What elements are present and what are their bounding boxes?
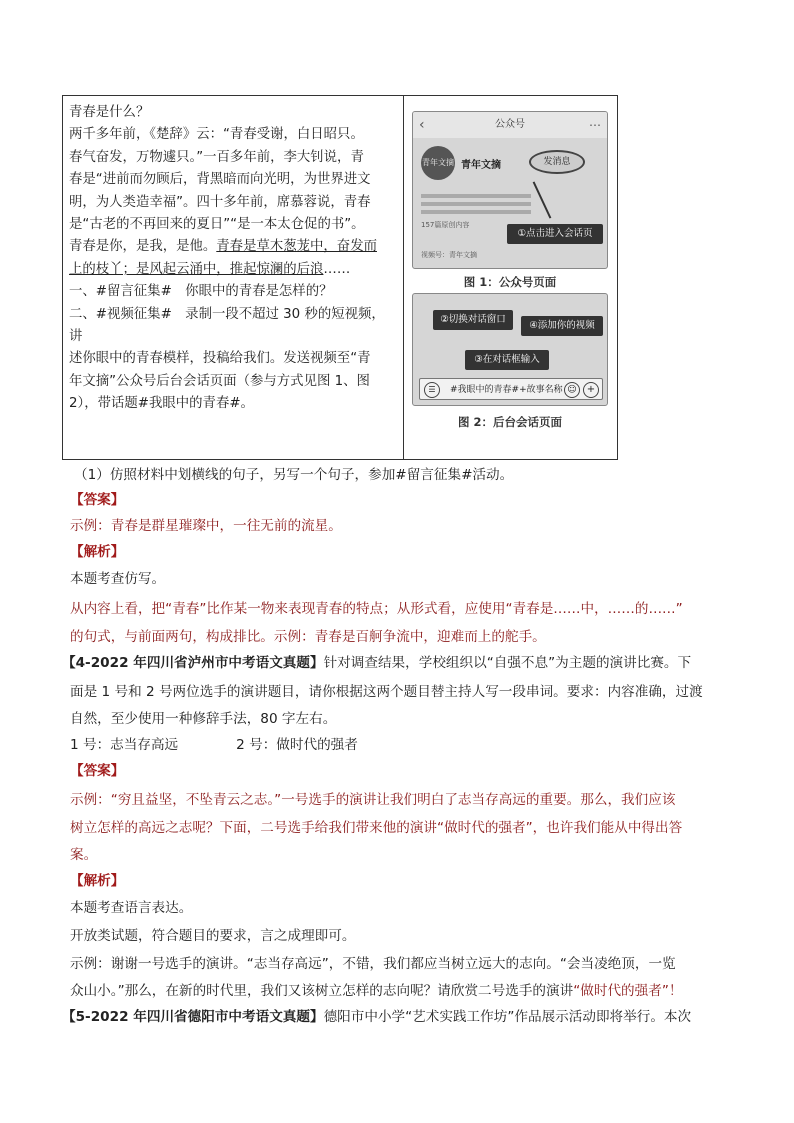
emoji-icon: ☺ [564,382,580,398]
answer-text: 案。 [70,847,98,863]
chat-input-bar [419,378,603,400]
material-line: 春气奋发，万物遽只。”一百多年前，李大钊说，青 [69,149,364,165]
question-text: 针对调查结果，学校组织以“自强不息”为主题的演讲比赛。下 [323,655,692,671]
question-4-text: 面是 1 号和 2 号两位选手的演讲题目，请你根据这两个题目替主持人写一段串词。要求：内容准确，过渡 [70,684,703,700]
analysis-text [70,979,682,999]
material-line: 一、#留言征集# 你眼中的青春是怎样的？ [69,284,333,300]
answer-tag: 【答案】 [70,492,125,508]
analysis-text: 的句式，与前面两句，构成排比。示例：青春是百舸争流中，迎难而上的舵手。 [70,629,546,645]
step-2-callout: ②切换对话窗口 [433,310,513,330]
question-1: （1）仿照材料中划横线的句子，另写一个句子，参加#留言征集#活动。 [74,467,514,483]
analysis-text: 本题考查语言表达。 [70,900,193,916]
figures-panel [404,96,617,459]
material-line: 两千多年前，《楚辞》云：“青春受谢，白日昭只。 [69,127,364,143]
material-line: 春是“进前而勿顾后，背黑暗而向光明，为世界进文 [69,172,371,188]
material-line: 述你眼中的青春模样，投稿给我们。发送视频至“青 [69,351,371,367]
question-4-stem [62,651,691,671]
analysis-tag: 【解析】 [70,544,125,560]
speech-titles [70,733,358,753]
description-lines [421,190,531,218]
speaker-2-title: 2 号：做时代的强者 [236,737,358,753]
figure-1-screenshot [412,111,608,269]
plus-icon: + [583,382,599,398]
chat-input-text: #我眼中的青春#+故事名称 [450,385,563,395]
analysis-text-part: 众山小。”那么，在新的时代里，我们又该树立怎样的志向呢？请欣赏二号选手的演讲 [70,983,574,999]
material-text [63,96,404,459]
material-box [62,95,618,460]
question-text: 德阳市中小学“艺术实践工作坊”作品展示活动即将举行。本次 [323,1009,692,1025]
video-account: 视频号：青年文摘 [421,251,477,259]
send-message-button: 发消息 [529,150,585,174]
material-line: 2），带话题#我眼中的青春#。 [69,396,254,412]
plain-text: 青春是你，是我，是他。 [69,239,217,255]
fig1-header-title: 公众号 [495,119,525,130]
answer-text: 示例：“穷且益坚，不坠青云之志。”一号选手的演讲让我们明白了志当存高远的重要。那么，我们应该 [70,792,676,808]
arrow-icon [533,181,552,218]
analysis-tag: 【解析】 [70,873,125,889]
material-line: 明，为人类造幸福”。四十多年前，席慕蓉说，青春 [69,194,371,210]
step-3-callout: ③在对话框输入 [465,350,549,370]
more-icon: ⋯ [589,118,601,132]
material-line: 年文摘”公众号后台会话页面（参与方式见图 1、图 [69,373,370,389]
step-1-callout: ①点击进入会话页 [507,224,603,244]
material-line [69,236,398,258]
answer-text: 树立怎样的高远之志呢？下面，二号选手给我们带来他的演讲“做时代的强者”，也许我们能从中得出答 [70,820,683,836]
analysis-text: 示例：谢谢一号选手的演讲。“志当存高远”，不错，我们都应当树立远大的志向。“会当凌绝顶，一览 [70,956,676,972]
figure-1-caption: 图 1：公众号页面 [463,275,557,289]
figure-2-caption: 图 2：后台会话页面 [457,415,562,429]
question-source: 【4-2022 年四川省泸州市中考语文真题】 [62,655,324,671]
underlined-sentence: 上的枝丫；是风起云涌中，推起惊澜的后浪 [69,261,324,277]
material-line: 二、#视频征集# 录制一段不超过 30 秒的短视频，讲 [69,306,385,345]
material-line: 青春是什么？ [69,105,150,120]
keyboard-icon: ☰ [424,382,440,398]
question-5-stem [62,1005,691,1025]
underlined-sentence: 青春是草木葱茏中，奋发而 [216,239,377,255]
question-4-text: 自然，至少使用一种修辞手法，80 字左右。 [70,711,337,727]
step-4-callout: ④添加你的视频 [521,316,603,336]
answer-tag: 【答案】 [70,763,125,779]
account-logo: 青年文摘 [421,146,455,180]
plain-text: …… [323,261,351,277]
speech-title-quote: “做时代的强者”！ [573,983,683,999]
analysis-text: 从内容上看，把“青春”比作某一物来表现青春的特点；从形式看，应使用“青春是……中，……的……” [70,601,683,617]
speaker-1-title: 1 号：志当存高远 [70,737,179,753]
material-line [69,259,398,281]
account-name: 青年文摘 [461,160,501,171]
fig1-header [413,112,607,138]
back-icon: ‹ [419,117,425,133]
analysis-text: 开放类试题，符合题目的要求，言之成理即可。 [70,928,356,944]
question-source: 【5-2022 年四川省德阳市中考语文真题】 [62,1009,324,1025]
article-count: 157篇原创内容 [421,221,470,229]
figure-2-screenshot [412,293,608,406]
answer-text: 示例：青春是群星璀璨中，一往无前的流星。 [70,518,342,534]
material-line: 是“古老的不再回来的夏日”“是一本太仓促的书”。 [69,217,365,233]
analysis-text: 本题考查仿写。 [70,571,166,587]
